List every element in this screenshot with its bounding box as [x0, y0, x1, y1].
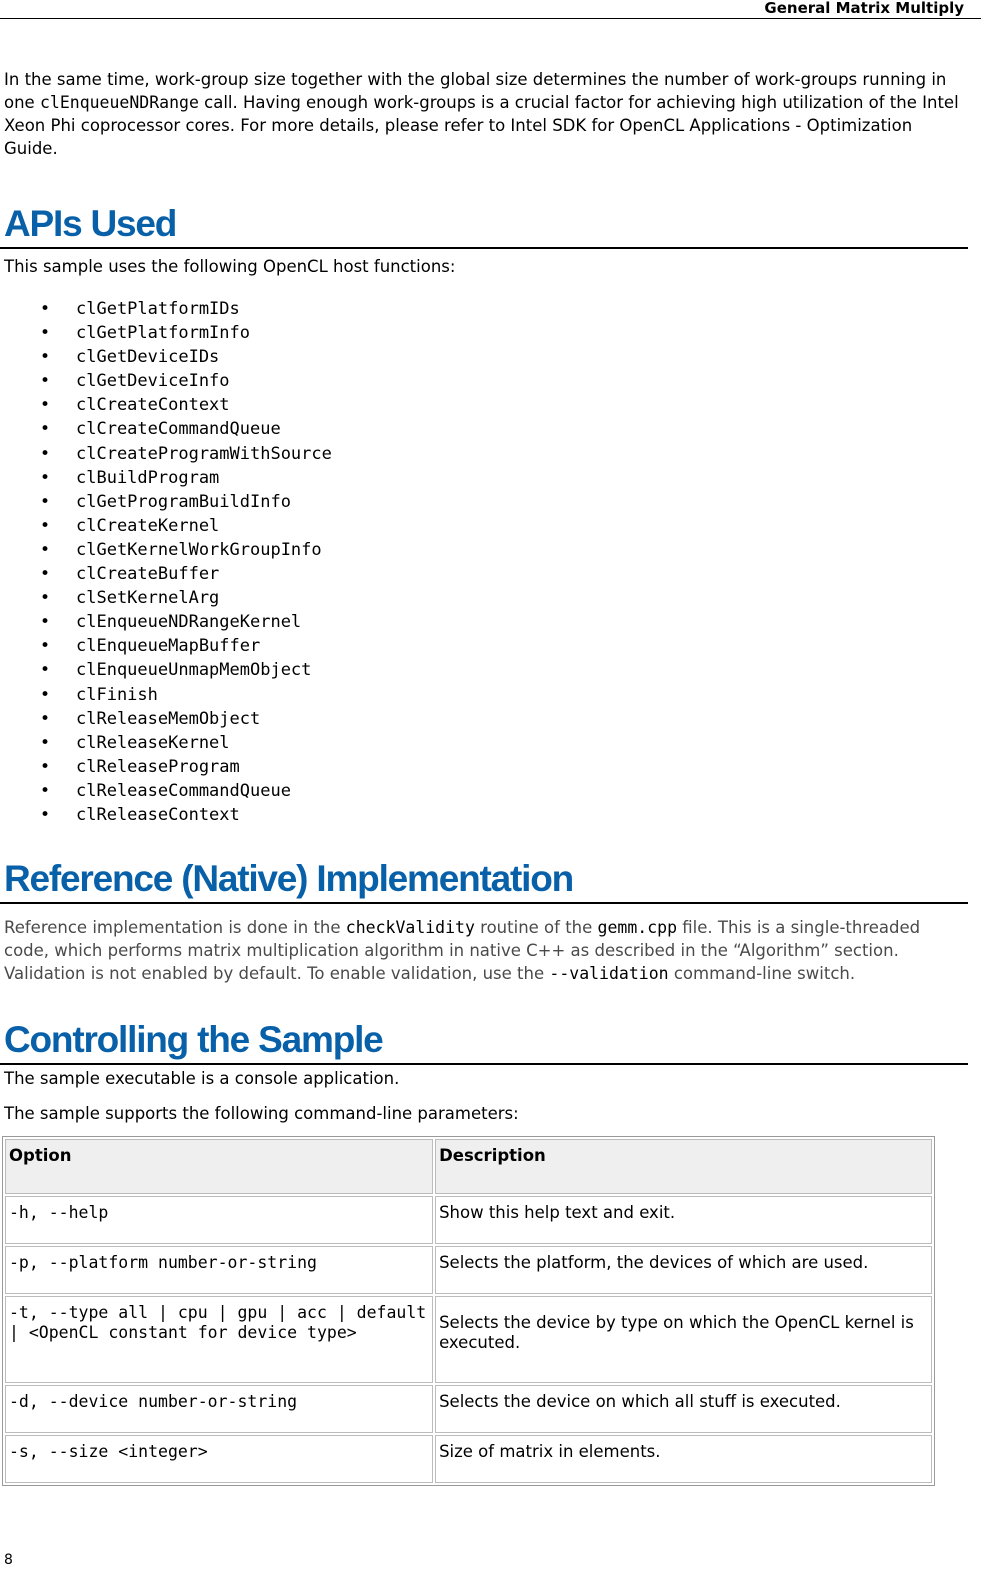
table-header-row: [5, 1139, 932, 1194]
option-cell: -t, --type all | cpu | gpu | acc | default | <OpenCL constant for device type>: [5, 1296, 433, 1383]
api-function-name: clCreateKernel: [76, 515, 220, 536]
list-item: [4, 779, 964, 803]
bullet-icon: •: [40, 636, 51, 657]
list-item: [4, 297, 964, 321]
api-function-name: clGetDeviceIDs: [76, 347, 220, 368]
reference-paragraph: [4, 916, 964, 985]
option-cell: -d, --device number-or-string: [5, 1385, 433, 1433]
table-row: [5, 1196, 932, 1244]
bullet-icon: •: [40, 732, 51, 753]
list-item: [4, 345, 964, 369]
controlling-heading: Controlling the Sample: [4, 1019, 383, 1061]
bullet-icon: •: [40, 708, 51, 729]
reference-code-3: --validation: [549, 964, 669, 984]
bullet-icon: •: [40, 419, 51, 440]
controlling-heading-rule: [0, 1063, 968, 1065]
page-number: 8: [4, 1552, 13, 1568]
bullet-icon: •: [40, 756, 51, 777]
table-row: [5, 1246, 932, 1294]
parameters-table: [2, 1136, 935, 1486]
api-function-name: clReleaseContext: [76, 804, 240, 825]
list-item: [4, 803, 964, 827]
api-function-name: clGetDeviceInfo: [76, 371, 230, 392]
bullet-icon: •: [40, 660, 51, 681]
api-function-name: clEnqueueMapBuffer: [76, 636, 261, 657]
api-function-name: clGetProgramBuildInfo: [76, 491, 291, 512]
apis-heading: APIs Used: [4, 203, 177, 244]
header-rule: [0, 18, 981, 19]
list-item: [4, 514, 964, 538]
api-function-name: clReleaseKernel: [76, 732, 230, 753]
bullet-icon: •: [40, 684, 51, 705]
reference-heading-rule: [0, 902, 968, 904]
list-item: [4, 683, 964, 707]
api-function-name: clGetPlatformInfo: [76, 323, 250, 344]
list-item: [4, 755, 964, 779]
bullet-icon: •: [40, 588, 51, 609]
controlling-paragraph-2: The sample supports the following command-line parameters:: [4, 1104, 519, 1124]
option-cell: -p, --platform number-or-string: [5, 1246, 433, 1294]
description-column-header: Description: [435, 1139, 932, 1194]
description-cell: Show this help text and exit.: [435, 1196, 932, 1244]
api-function-name: clReleaseMemObject: [76, 708, 261, 729]
list-item: [4, 393, 964, 417]
bullet-icon: •: [40, 395, 51, 416]
list-item: [4, 417, 964, 441]
list-item: [4, 562, 964, 586]
bullet-icon: •: [40, 299, 51, 319]
bullet-icon: •: [40, 491, 51, 512]
description-cell: Selects the device on which all stuff is executed.: [435, 1385, 932, 1433]
api-function-name: clCreateContext: [76, 395, 230, 416]
list-item: [4, 610, 964, 634]
intro-code: clEnqueueNDRange: [39, 93, 199, 112]
page-content: [4, 68, 964, 1486]
table-row: [5, 1435, 932, 1483]
api-function-name: clReleaseProgram: [76, 756, 240, 777]
intro-paragraph: [4, 68, 964, 160]
reference-text-1: Reference implementation is done in the: [4, 918, 346, 938]
api-function-name: clBuildProgram: [76, 467, 220, 488]
bullet-icon: •: [40, 564, 51, 585]
bullet-icon: •: [40, 804, 51, 825]
api-function-name: clGetKernelWorkGroupInfo: [76, 539, 322, 560]
bullet-icon: •: [40, 780, 51, 801]
api-function-name: clReleaseCommandQueue: [76, 780, 291, 801]
bullet-icon: •: [40, 371, 51, 392]
api-function-name: clCreateProgramWithSource: [76, 443, 332, 464]
reference-heading: Reference (Native) Implementation: [4, 858, 574, 900]
bullet-icon: •: [40, 443, 51, 464]
list-item: [4, 321, 964, 345]
api-function-name: clEnqueueNDRangeKernel: [76, 612, 302, 633]
list-item: [4, 490, 964, 514]
bullet-icon: •: [40, 539, 51, 560]
api-list: [4, 297, 964, 827]
api-function-name: clCreateCommandQueue: [76, 419, 281, 440]
controlling-paragraph-1: The sample executable is a console application.: [4, 1069, 400, 1089]
reference-code-2: gemm.cpp: [597, 918, 678, 938]
bullet-icon: •: [40, 347, 51, 368]
api-function-name: clEnqueueUnmapMemObject: [76, 660, 312, 681]
api-function-name: clSetKernelArg: [76, 588, 220, 609]
reference-text-2: routine of the: [474, 918, 598, 938]
bullet-icon: •: [40, 467, 51, 488]
api-function-name: clCreateBuffer: [76, 564, 220, 585]
api-function-name: clGetPlatformIDs: [76, 299, 240, 319]
api-function-name: clFinish: [76, 684, 158, 705]
reference-code-1: checkValidity: [345, 918, 475, 938]
bullet-icon: •: [40, 323, 51, 344]
description-cell: Size of matrix in elements.: [435, 1435, 932, 1483]
running-header: General Matrix Multiply: [764, 0, 964, 17]
list-item: [4, 369, 964, 393]
list-item: [4, 538, 964, 562]
bullet-icon: •: [40, 612, 51, 633]
list-item: [4, 634, 964, 658]
reference-text-4: command-line switch.: [668, 964, 856, 984]
bullet-icon: •: [40, 515, 51, 536]
list-item: [4, 466, 964, 490]
table-row: [5, 1296, 932, 1383]
list-item: [4, 442, 964, 466]
list-item: [4, 586, 964, 610]
intro-text-2: call. Having enough work-groups is a crucial factor for achieving high utilization of the Intel Xeon Phi coprocessor cores. For more details, please refer to Intel SDK for OpenCL Applications - Optimization Guide.: [4, 93, 959, 158]
apis-heading-rule: [0, 247, 968, 249]
list-item: [4, 707, 964, 731]
description-cell: Selects the platform, the devices of which are used.: [435, 1246, 932, 1294]
list-item: [4, 731, 964, 755]
intro-text-1: In the same time, work-group size together with the global size determines the number of work-groups running in one: [4, 70, 947, 112]
option-column-header: Option: [5, 1139, 433, 1194]
reference-text-3: file. This is a single-threaded code, which performs matrix multiplication algorithm in native C++ as described in the “Algorithm” section. Validation is not enabled by default. To enable validation, use the: [4, 918, 921, 984]
description-cell: Selects the device by type on which the OpenCL kernel is executed.: [435, 1296, 932, 1383]
option-cell: -s, --size <integer>: [5, 1435, 433, 1483]
table-row: [5, 1385, 932, 1433]
option-cell: -h, --help: [5, 1196, 433, 1244]
apis-lead: This sample uses the following OpenCL host functions:: [4, 257, 456, 276]
list-item: [4, 658, 964, 682]
